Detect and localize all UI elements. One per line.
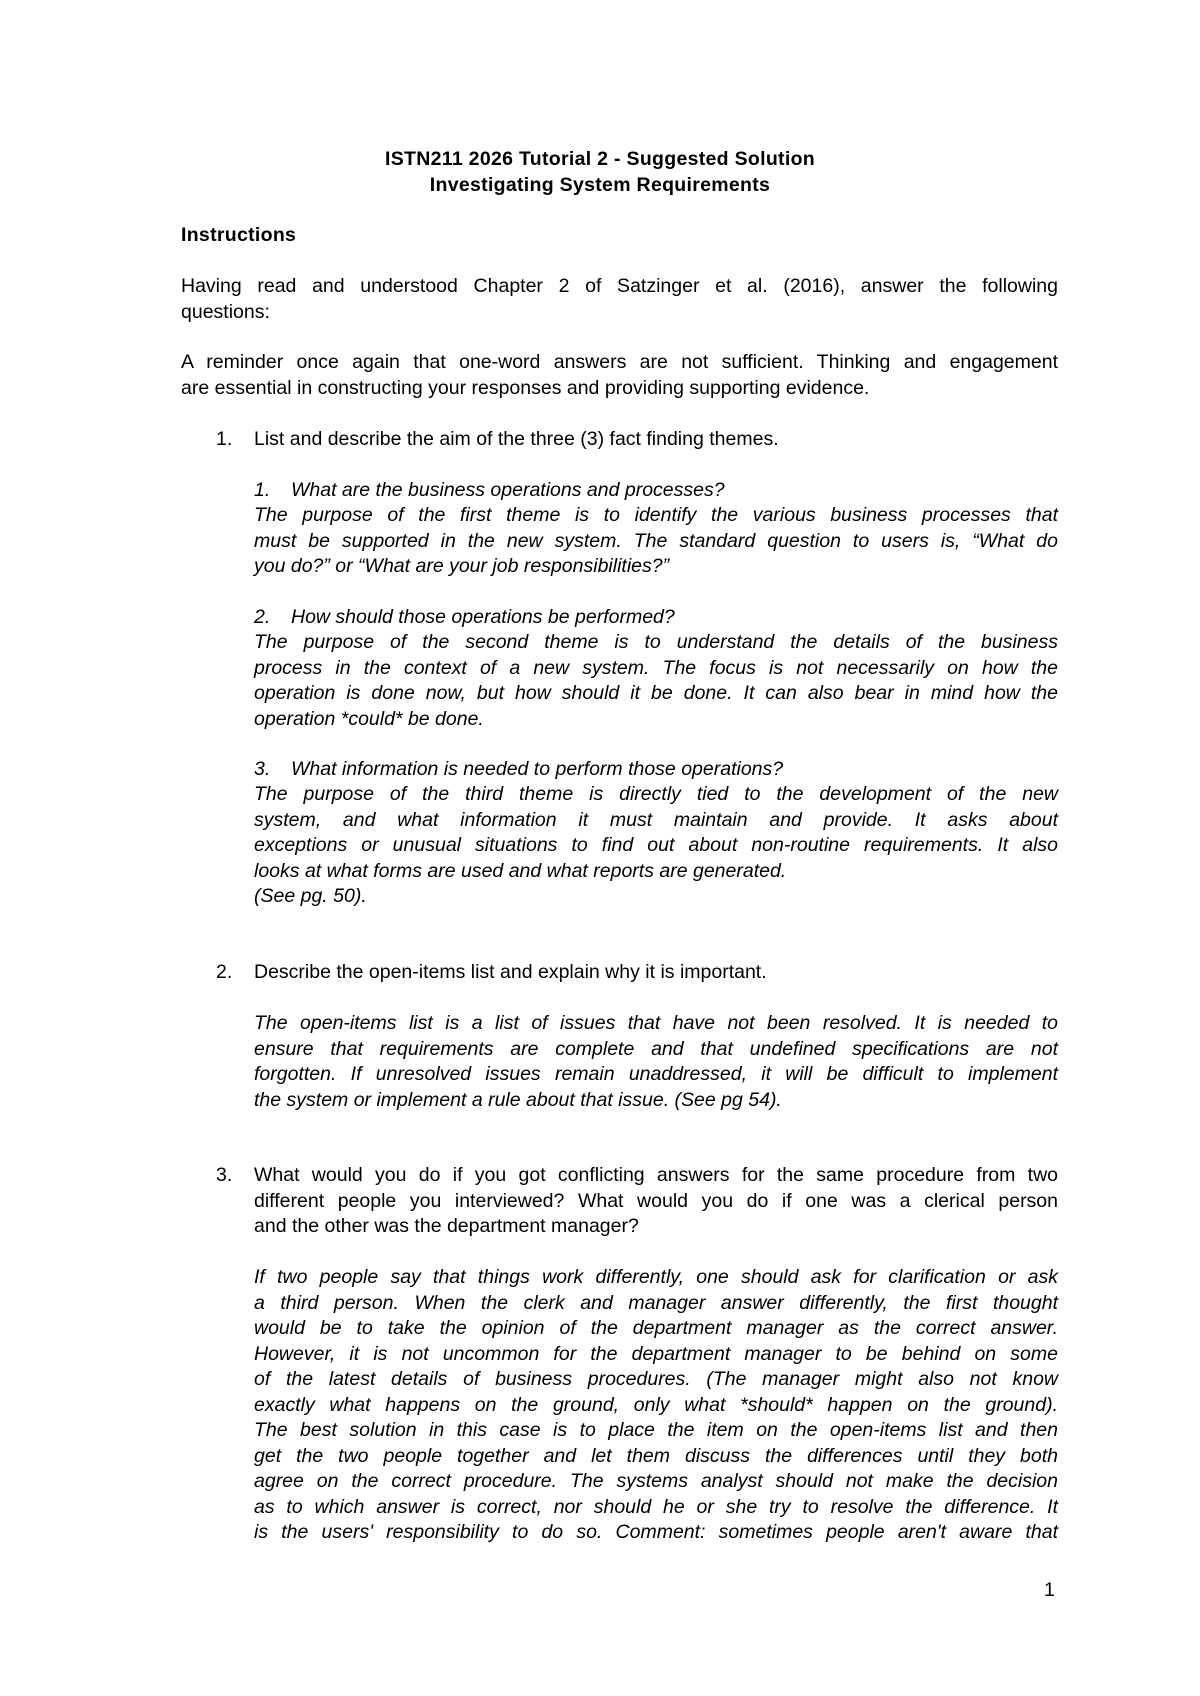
text-line: would be to take the opinion of the department manager as the correct answer.	[254, 1317, 1058, 1339]
question-2-text	[254, 960, 1058, 986]
text-line: exactly what happens on the ground, only what *should* happen on the ground).	[254, 1393, 1058, 1416]
page-number: 1	[1044, 1579, 1055, 1601]
text-line: the system or implement a rule about that issue. (See pg 54).	[254, 1088, 782, 1111]
text-line: you do?” or “What are your job responsibilities?”	[254, 555, 670, 577]
text-line: operation *could* be done.	[254, 707, 484, 730]
document-subtitle: Investigating System Requirements	[429, 174, 771, 196]
theme-2-number: 2.	[254, 606, 271, 628]
question-2-answer	[254, 1011, 1058, 1113]
text-line: ensure that requirements are complete and that undefined specifications are not	[254, 1037, 1058, 1060]
text-line: different people you interviewed? What would you do if one was a clerical person	[254, 1189, 1058, 1212]
text-line: looks at what forms are used and what reports are generated.	[254, 859, 787, 882]
text-line: of the latest details of business procedures. (The manager might also not know	[254, 1368, 1058, 1390]
text-line: agree on the correct procedure. The systems analyst should not make the decision	[254, 1470, 1058, 1492]
text-line: The purpose of the first theme is to identify the various business processes that	[254, 504, 1058, 526]
text-line: must be supported in the new system. The standard question to users is, “What do	[254, 529, 1058, 552]
theme-3-question: What information is needed to perform those operations?	[291, 758, 784, 780]
text-line: The best solution in this case is to place the item on the open-items list and then	[254, 1419, 1058, 1441]
text-line: The purpose of the third theme is directly tied to the development of the new	[254, 783, 1058, 805]
theme-2-answer	[254, 630, 1058, 732]
text-line: A reminder once again that one-word answers are not sufficient. Thinking and engagement	[181, 351, 1058, 373]
theme-1-question: What are the business operations and processes?	[291, 479, 725, 501]
text-line: Describe the open-items list and explain why it is important.	[254, 961, 767, 983]
text-line: get the two people together and let them discuss the differences until they both	[254, 1444, 1058, 1467]
text-line: If two people say that things work differently, one should ask for clarification or ask	[254, 1266, 1058, 1288]
text-line: operation is done now, but how should it be done. It can also bear in mind how the	[254, 682, 1058, 704]
theme-1-number: 1.	[254, 479, 271, 501]
text-line: (See pg. 50).	[254, 885, 367, 907]
question-2-number: 2.	[216, 961, 233, 983]
text-line: The open-items list is a list of issues that have not been resolved. It is needed to	[254, 1012, 1058, 1034]
theme-2-question: How should those operations be performed?	[291, 606, 675, 628]
theme-1-answer	[254, 503, 1058, 580]
text-line: questions:	[181, 300, 270, 323]
text-line: process in the context of a new system. The focus is not necessarily on how the	[254, 656, 1058, 679]
text-line: is the users' responsibility to do so. Comment: sometimes people aren't aware that	[254, 1521, 1058, 1543]
text-line: forgotten. If unresolved issues remain unaddressed, it will be difficult to implement	[254, 1063, 1058, 1085]
question-1-number: 1.	[216, 428, 233, 450]
text-line: However, it is not uncommon for the department manager to be behind on some	[254, 1342, 1058, 1365]
text-line: Having read and understood Chapter 2 of Satzinger et al. (2016), answer the following	[181, 275, 1058, 297]
instructions-heading: Instructions	[181, 224, 297, 246]
text-line: exceptions or unusual situations to find out about non-routine requirements. It also	[254, 834, 1058, 856]
text-line: What would you do if you got conflicting answers for the same procedure from two	[254, 1164, 1058, 1186]
theme-3-number: 3.	[254, 758, 271, 780]
question-3-answer	[254, 1265, 1058, 1546]
text-line: system, and what information it must maintain and provide. It asks about	[254, 808, 1058, 831]
intro-paragraph	[181, 274, 1058, 325]
question-1-text	[254, 427, 1058, 453]
theme-3-answer	[254, 782, 1058, 910]
text-line: are essential in constructing your responses and providing supporting evidence.	[181, 376, 870, 399]
question-3-text	[254, 1163, 1058, 1240]
text-line: and the other was the department manager?	[254, 1215, 639, 1237]
text-line: List and describe the aim of the three (3) fact finding themes.	[254, 428, 779, 450]
document-title: ISTN211 2026 Tutorial 2 - Suggested Solution	[384, 148, 815, 170]
reminder-paragraph	[181, 350, 1058, 401]
text-line: a third person. When the clerk and manager answer differently, the first thought	[254, 1291, 1058, 1314]
text-line: as to which answer is correct, nor should he or she try to resolve the difference. It	[254, 1495, 1058, 1518]
question-3-number: 3.	[216, 1164, 233, 1186]
text-line: The purpose of the second theme is to understand the details of the business	[254, 631, 1058, 653]
